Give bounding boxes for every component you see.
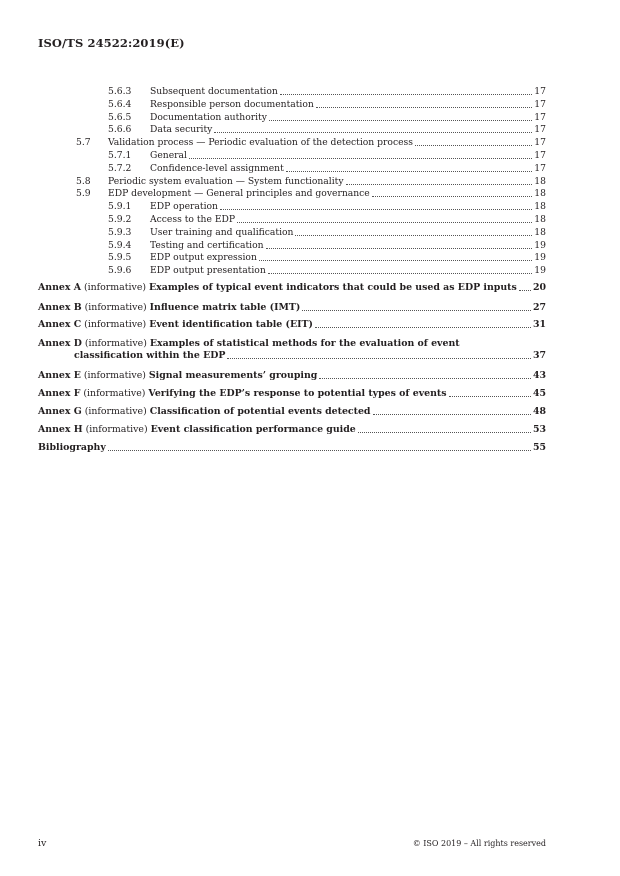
toc-entry-title: Documentation authority <box>150 111 267 123</box>
toc-entry-title: Data security <box>150 124 213 136</box>
toc-entry-number: 5.9.5 <box>108 252 132 264</box>
annex-label: Annex B <box>38 302 82 313</box>
annex-label: Annex D <box>38 338 82 349</box>
annex-type: (informative) <box>84 302 147 313</box>
annex-type: (informative) <box>83 282 147 293</box>
toc-entry-number: 5.9.1 <box>108 201 132 213</box>
leader-dots <box>415 145 532 146</box>
annex-entry[interactable] <box>38 282 546 294</box>
annex-type: (informative) <box>85 424 148 435</box>
annex-page: 20 <box>532 282 546 293</box>
toc-entry[interactable] <box>108 163 546 175</box>
toc-entry[interactable] <box>108 252 546 264</box>
toc-entry-title: EDP development — General principles and governance <box>108 188 370 200</box>
toc-entry-title: Responsible person documentation <box>150 98 314 110</box>
leader-dots <box>373 414 531 415</box>
toc-entry-title: Confidence-level assignment <box>150 162 284 174</box>
leader-dots <box>302 310 531 311</box>
toc-entry-page: 18 <box>534 226 546 238</box>
leader-dots <box>237 222 532 223</box>
toc-entry[interactable] <box>108 99 546 111</box>
toc-entry-title: General <box>150 150 187 161</box>
annex-entry[interactable] <box>38 319 546 331</box>
toc-entry-page: 17 <box>534 86 546 97</box>
toc-entry-title: Testing and certification <box>150 239 264 251</box>
toc-entry-number: 5.6.5 <box>108 111 132 123</box>
document-id: ISO/TS 24522:2019(E) <box>38 36 185 50</box>
toc-entry-page: 18 <box>534 214 546 225</box>
toc-entry-title: Periodic system evaluation — System functionality <box>108 175 344 187</box>
toc-entry-page: 19 <box>534 265 546 277</box>
toc-entry-title: User training and qualification <box>150 226 294 238</box>
toc-entry-number: 5.7.1 <box>108 150 132 161</box>
annex-title: Examples of typical event indicators that could be used as EDP inputs <box>149 282 517 293</box>
toc-entry[interactable] <box>108 214 546 226</box>
bibliography-label: Bibliography <box>38 442 106 453</box>
toc-entry-page: 17 <box>534 111 546 123</box>
toc-entry[interactable] <box>108 86 546 98</box>
leader-dots <box>189 158 532 159</box>
annex-entry[interactable] <box>38 370 546 382</box>
leader-dots <box>519 290 531 291</box>
annex-title: Event classification performance guide <box>150 424 356 435</box>
annex-label: Annex H <box>38 424 83 435</box>
toc-entry[interactable] <box>108 150 546 162</box>
leader-dots <box>268 273 533 274</box>
bibliography-entry[interactable] <box>38 442 546 454</box>
annex-page: 53 <box>532 424 546 435</box>
toc-entry-page: 17 <box>534 124 546 136</box>
annex-label: Annex E <box>38 370 81 381</box>
toc-entry-number: 5.6.6 <box>108 124 132 136</box>
leader-dots <box>315 327 531 328</box>
toc-entry-number: 5.6.3 <box>108 86 132 97</box>
toc-entry-page: 19 <box>534 252 546 264</box>
toc-entry-number: 5.7 <box>76 137 91 149</box>
leader-dots <box>286 171 533 172</box>
toc-entry-title: EDP output expression <box>150 252 257 264</box>
annex-page: 31 <box>532 319 546 330</box>
toc-entry-title: Validation process — Periodic evaluation of the detection process <box>108 137 413 149</box>
annex-entry[interactable] <box>38 406 546 418</box>
leader-dots <box>280 94 532 95</box>
leader-dots <box>372 196 533 197</box>
copyright-notice: © ISO 2019 – All rights reserved <box>412 839 546 848</box>
toc-entry-number: 5.7.2 <box>108 162 132 174</box>
toc-entry-page: 17 <box>534 98 546 110</box>
annex-title: Examples of statistical methods for the evaluation of event <box>149 338 460 349</box>
annex-entry[interactable] <box>38 302 546 314</box>
leader-dots <box>358 432 531 433</box>
toc-entry-number: 5.9 <box>76 188 91 200</box>
annex-type: (informative) <box>84 338 147 349</box>
annex-page: 37 <box>532 350 546 361</box>
toc-entry[interactable] <box>108 240 546 252</box>
toc-entry-number: 5.8 <box>76 175 91 187</box>
toc-entry-page: 19 <box>534 239 546 251</box>
toc-entry-page: 18 <box>534 188 546 200</box>
toc-entry-number: 5.9.4 <box>108 239 132 251</box>
toc-entry[interactable] <box>76 137 546 149</box>
annex-label: Annex A <box>38 282 81 293</box>
toc-entry[interactable] <box>76 176 546 188</box>
leader-dots <box>295 235 532 236</box>
toc-entry[interactable] <box>76 188 546 200</box>
toc-entry-page: 18 <box>534 201 546 213</box>
annex-type: (informative) <box>83 388 146 399</box>
annex-entry[interactable] <box>38 424 546 436</box>
toc-entry-number: 5.9.6 <box>108 265 132 277</box>
toc-entry[interactable] <box>108 201 546 213</box>
annex-page: 45 <box>532 388 546 399</box>
leader-dots <box>449 396 531 397</box>
toc-entry-title: Access to the EDP <box>150 214 236 225</box>
leader-dots <box>266 248 533 249</box>
toc-entry-title: EDP output presentation <box>150 265 266 277</box>
toc-entry-page: 17 <box>534 137 546 149</box>
leader-dots <box>220 209 532 210</box>
toc-entry[interactable] <box>108 227 546 239</box>
toc-entry-page: 17 <box>534 150 546 161</box>
annex-label: Annex C <box>38 319 82 330</box>
annex-entry[interactable] <box>38 338 546 362</box>
toc-entry-number: 5.6.4 <box>108 98 132 110</box>
page-number: iv <box>38 838 47 849</box>
annex-page: 48 <box>532 406 546 417</box>
toc-entry[interactable] <box>108 112 546 124</box>
annex-title: Event identification table (EIT) <box>149 319 313 330</box>
toc-entry-number: 5.9.3 <box>108 226 132 238</box>
leader-dots <box>214 132 532 133</box>
leader-dots <box>259 260 532 261</box>
toc-entry-page: 17 <box>534 162 546 174</box>
toc-entry-title: Subsequent documentation <box>150 86 278 97</box>
leader-dots <box>319 378 531 379</box>
annex-title: Verifying the EDP’s response to potential types of events <box>148 388 447 399</box>
toc-entry[interactable] <box>108 124 546 136</box>
annex-label: Annex G <box>38 406 82 417</box>
annex-label: Annex F <box>38 388 81 399</box>
bibliography-page: 55 <box>532 442 546 453</box>
toc-entry-page: 18 <box>534 175 546 187</box>
toc-entry-title: EDP operation <box>150 201 218 213</box>
leader-dots <box>346 184 533 185</box>
toc-entry-number: 5.9.2 <box>108 214 132 225</box>
annex-entry[interactable] <box>38 388 546 400</box>
annex-type: (informative) <box>84 319 147 330</box>
annex-title: Classification of potential events detected <box>149 406 371 417</box>
annex-type: (informative) <box>83 370 146 381</box>
annex-title: Influence matrix table (IMT) <box>149 302 301 313</box>
annex-title: Signal measurements’ grouping <box>148 370 318 381</box>
leader-dots <box>316 107 532 108</box>
annex-title-continued: classification within the EDP <box>74 350 226 361</box>
leader-dots <box>227 358 531 359</box>
annex-page: 27 <box>532 302 546 313</box>
annex-page: 43 <box>532 370 546 381</box>
leader-dots <box>108 450 531 451</box>
leader-dots <box>269 120 532 121</box>
annex-type: (informative) <box>84 406 147 417</box>
toc-entry[interactable] <box>108 265 546 277</box>
